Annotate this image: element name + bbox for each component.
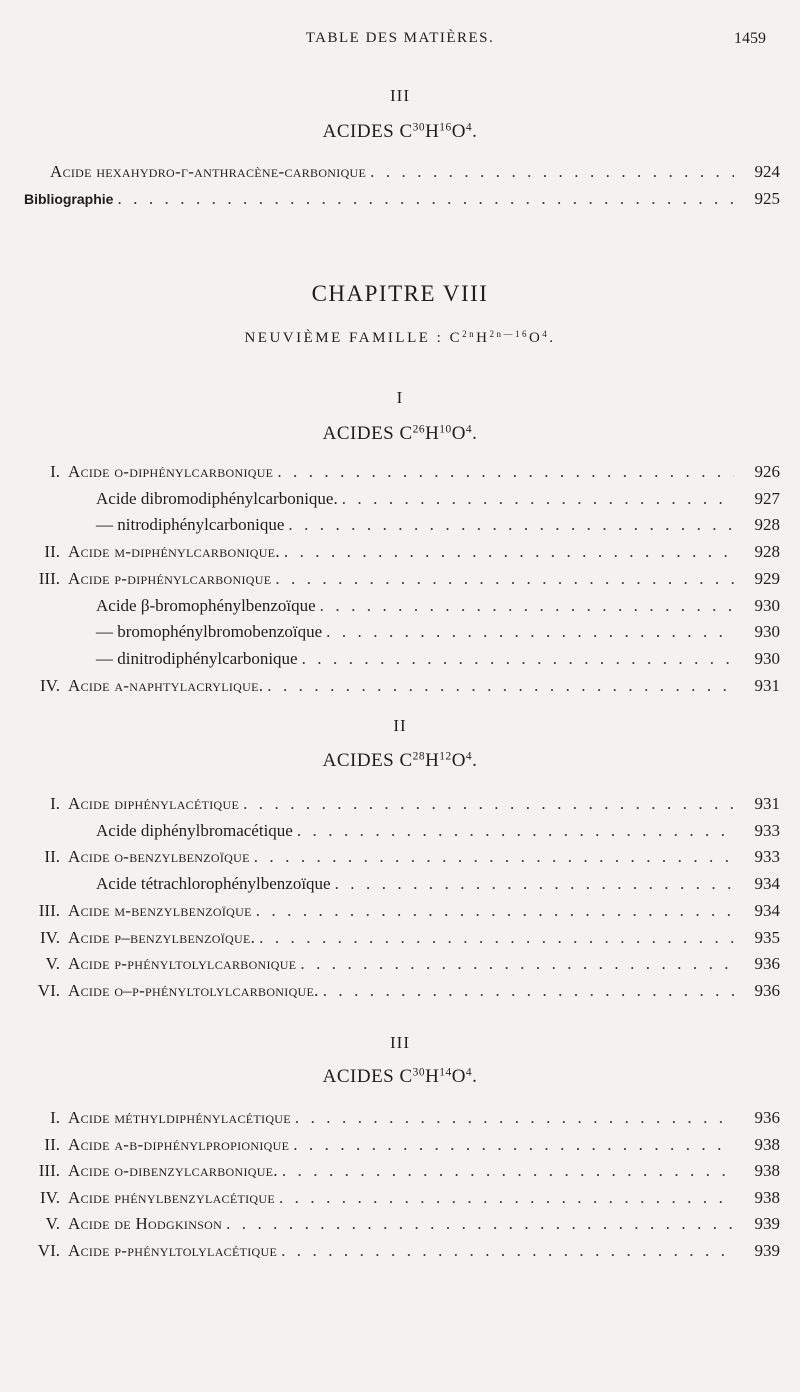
entry-title: — nitrodiphénylcarbonique — [96, 515, 285, 535]
toc-entry[interactable] — [24, 189, 780, 211]
entry-number: VI. — [37, 980, 60, 1000]
entry-title: Acide hexahydro-γ-anthracène-carbonique — [50, 162, 367, 181]
entry-title: — dinitrodiphénylcarbonique — [96, 648, 298, 668]
entry-page: 930 — [754, 648, 780, 668]
section-heading: ACIDES $C^{30}H^{16}O^4$. — [322, 121, 478, 142]
entry-title: Acide m-diphénylcarbonique. — [68, 542, 280, 562]
entry-number: IV. — [40, 927, 60, 947]
entry-title: Acide de Hodgkinson — [68, 1214, 223, 1233]
leader-dots — [117, 189, 734, 209]
section-heading-formula: $^{26}H^{10}O^4$. — [412, 423, 478, 444]
toc-entry[interactable] — [30, 462, 780, 484]
toc-entry[interactable] — [30, 1108, 780, 1130]
leader-dots — [254, 847, 734, 867]
section-heading: ACIDES $C^{28}H^{12}O^4$. — [322, 750, 478, 771]
entry-number: V. — [45, 1214, 60, 1233]
leader-dots — [279, 1188, 734, 1208]
entry-page: 926 — [754, 462, 780, 481]
toc-entry[interactable] — [30, 1214, 780, 1236]
entry-page: 929 — [754, 568, 780, 588]
leader-dots — [256, 901, 734, 921]
entry-number: VI. — [37, 1240, 60, 1260]
entry-page: 936 — [754, 954, 780, 974]
toc-entry[interactable] — [30, 489, 780, 511]
toc-entry[interactable] — [30, 1188, 780, 1210]
leader-dots — [275, 569, 734, 589]
entry-number: II. — [44, 1134, 60, 1154]
toc-entry[interactable] — [30, 515, 780, 537]
leader-dots — [277, 462, 734, 482]
leader-dots — [297, 821, 734, 841]
entry-page: 936 — [754, 980, 780, 1000]
entry-page: 936 — [754, 1108, 780, 1127]
leader-dots — [320, 596, 734, 616]
entry-page: 925 — [754, 189, 780, 208]
entry-page: 939 — [754, 1214, 780, 1233]
entry-page: 938 — [754, 1134, 780, 1154]
entry-number: V. — [45, 954, 60, 974]
section-heading-formula: $^{30}H^{16}O^4$. — [412, 121, 478, 142]
toc-entry[interactable] — [30, 569, 780, 591]
entry-page: 924 — [754, 162, 780, 181]
chapter-title: CHAPITRE VIII — [311, 281, 489, 306]
entry-number: I. — [50, 1108, 60, 1127]
entry-title: Acide méthyldiphénylacétique — [68, 1108, 291, 1127]
toc-entry[interactable] — [30, 649, 780, 671]
family-formula: $^{2n}H^{2n—16}O^4$. — [462, 329, 556, 346]
leader-dots — [284, 542, 734, 562]
section-numeral: II — [393, 716, 407, 735]
entry-title: Acide diphénylbromacétique — [96, 820, 293, 840]
entry-number: IV. — [40, 675, 60, 695]
toc-entry[interactable] — [30, 901, 780, 923]
entry-title: Acide o–p-phényltolylcarbonique. — [68, 980, 319, 1000]
entry-page: 930 — [754, 595, 780, 615]
section-numeral: III — [390, 86, 410, 105]
running-head-title: TABLE DES MATIÈRES. — [305, 30, 495, 46]
toc-entry[interactable] — [30, 821, 780, 843]
leader-dots — [243, 794, 734, 814]
entry-title: Bibliographie — [24, 191, 114, 207]
section-heading: ACIDES $C^{30}H^{14}O^4$. — [322, 1066, 478, 1087]
toc-entry[interactable] — [30, 1241, 780, 1263]
entry-page: 930 — [754, 622, 780, 642]
entry-title: Acide α-naphtylacrylique. — [68, 675, 264, 695]
leader-dots — [342, 489, 734, 509]
entry-title: Acide tétrachlorophénylbenzoïque — [96, 874, 331, 894]
entry-page: 934 — [754, 874, 780, 894]
section-heading-formula: $^{28}H^{12}O^4$. — [412, 750, 478, 771]
entry-title: Acide o-benzylbenzoïque — [68, 847, 250, 867]
entry-number: IV. — [40, 1187, 60, 1207]
family-title: NEUVIÈME FAMILLE : $C^{2n}H^{2n—16}O^4$. — [244, 329, 556, 346]
entry-title: Acide phénylbenzylacétique — [68, 1187, 275, 1207]
entry-number: I. — [50, 794, 60, 813]
entry-title: Acide diphénylacétique — [68, 794, 240, 813]
leader-dots — [300, 954, 734, 974]
entry-title: Acide p-phényltolylacétique — [68, 1240, 278, 1260]
entry-number: II. — [44, 542, 60, 562]
toc-entry[interactable] — [30, 596, 780, 618]
toc-entry[interactable] — [30, 676, 780, 698]
entry-title: Acide p-phényltolylcarbonique — [68, 954, 297, 974]
entry-number: I. — [50, 462, 60, 481]
toc-entry[interactable] — [30, 847, 780, 869]
leader-dots — [302, 649, 734, 669]
section-numeral: I — [396, 388, 404, 407]
entry-title: — bromophénylbromobenzoïque — [96, 622, 323, 642]
section-heading: ACIDES $C^{26}H^{10}O^4$. — [322, 423, 478, 444]
entry-title: Acide p-diphénylcarbonique — [68, 568, 272, 588]
entry-page: 928 — [754, 542, 780, 562]
leader-dots — [259, 928, 734, 948]
toc-entry[interactable] — [30, 928, 780, 950]
entry-number: II. — [44, 847, 60, 867]
entry-title: Acide m-benzylbenzoïque — [68, 900, 252, 920]
page-number: 1459 — [734, 30, 766, 47]
toc-entry[interactable] — [30, 954, 780, 976]
entry-page: 938 — [754, 1187, 780, 1207]
entry-title: Acide β-bromophénylbenzoïque — [96, 595, 316, 615]
toc-entry[interactable] — [30, 794, 780, 816]
entry-page: 928 — [754, 515, 780, 535]
entry-page: 927 — [754, 488, 780, 508]
toc-entry[interactable] — [30, 1161, 780, 1183]
entry-page: 931 — [754, 794, 780, 813]
entry-title: Acide o-diphénylcarbonique — [68, 462, 274, 481]
entry-number: III. — [38, 568, 60, 588]
leader-dots — [326, 622, 734, 642]
toc-entry[interactable] — [30, 874, 780, 896]
section-numeral: III — [390, 1033, 410, 1052]
toc-entry[interactable] — [30, 1135, 780, 1157]
leader-dots — [335, 874, 734, 894]
entry-page: 931 — [754, 675, 780, 695]
entry-page: 934 — [754, 900, 780, 920]
entry-page: 938 — [754, 1161, 780, 1180]
entry-title: Acide α-β-diphénylpropionique — [68, 1134, 290, 1154]
entry-page: 933 — [754, 820, 780, 840]
leader-dots — [281, 1241, 734, 1261]
entry-page: 933 — [754, 847, 780, 867]
entry-number: III. — [38, 900, 60, 920]
entry-title: Acide p–benzylbenzoïque. — [68, 927, 256, 947]
leader-dots — [293, 1135, 734, 1155]
entry-title: Acide dibromodiphénylcarbonique. — [96, 488, 338, 508]
leader-dots — [295, 1108, 734, 1128]
leader-dots — [370, 162, 734, 182]
toc-entry[interactable] — [50, 162, 780, 184]
leader-dots — [323, 981, 734, 1001]
toc-entry[interactable] — [30, 622, 780, 644]
entry-title: Acide o-dibenzylcarbonique. — [68, 1161, 278, 1180]
entry-page: 939 — [754, 1240, 780, 1260]
leader-dots — [282, 1161, 734, 1181]
leader-dots — [288, 515, 734, 535]
leader-dots — [226, 1214, 734, 1234]
leader-dots — [267, 676, 734, 696]
entry-page: 935 — [754, 927, 780, 947]
section-heading-formula: $^{30}H^{14}O^4$. — [412, 1066, 478, 1087]
entry-number: III. — [38, 1161, 60, 1180]
toc-entry[interactable] — [30, 542, 780, 564]
toc-entry[interactable] — [30, 981, 780, 1003]
running-head — [0, 30, 800, 52]
